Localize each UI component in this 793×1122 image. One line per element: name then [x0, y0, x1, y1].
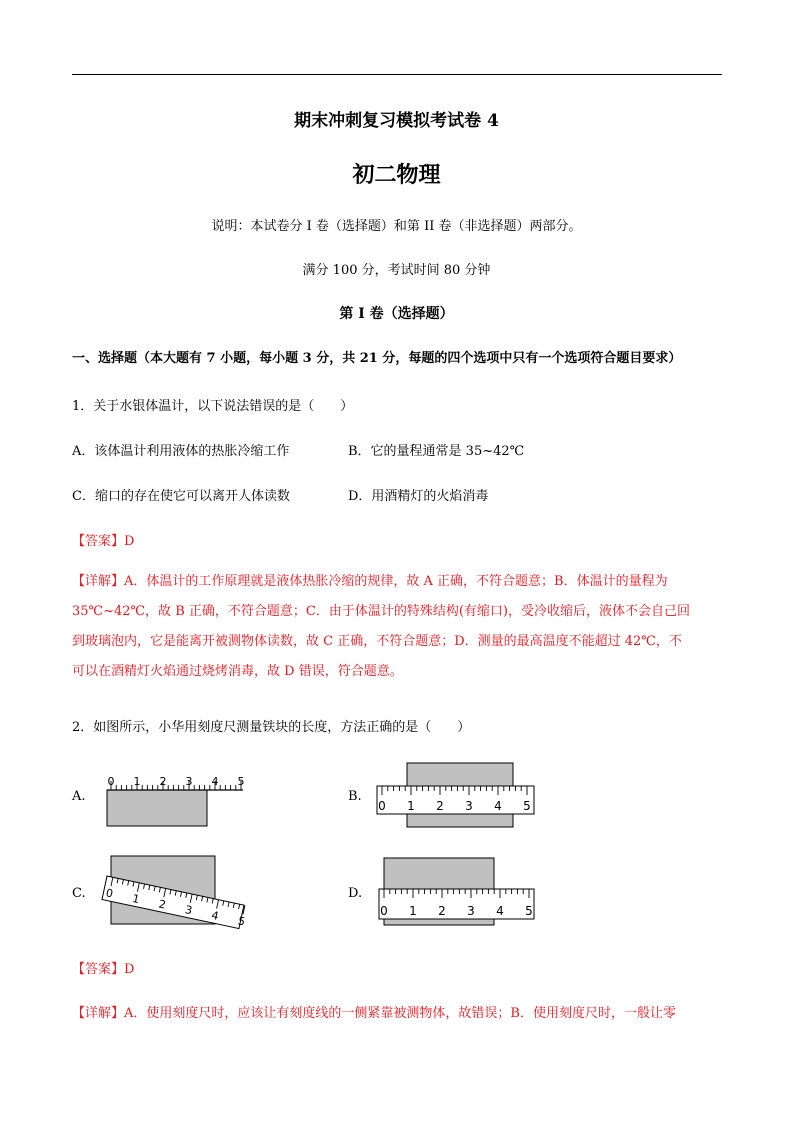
- ruler-number: 3: [467, 904, 475, 918]
- q1-option-b: B．它的量程通常是 35~42℃: [348, 444, 525, 459]
- section-instructions: 一、选择题（本大题有 7 小题，每小题 3 分，共 21 分，每题的四个选项中只有一个选项符合题目要求）: [72, 351, 682, 366]
- q2-label-d: D.: [348, 886, 363, 901]
- ruler-number: 1: [409, 904, 417, 918]
- ruler-number: 1: [407, 799, 415, 813]
- q2-label-a: A.: [72, 789, 86, 804]
- q1-option-c: C．缩口的存在使它可以离开人体读数: [72, 489, 290, 504]
- ruler-body: [377, 786, 534, 814]
- ruler-number: 5: [237, 775, 245, 788]
- q1-detail: [72, 567, 722, 687]
- iron-block: [107, 790, 207, 826]
- section-title: 第 I 卷（选择题）: [339, 306, 454, 322]
- subject-title: 初二物理: [352, 162, 441, 188]
- exam-title: 期末冲刺复习模拟考试卷 4: [294, 111, 499, 131]
- ruler-figure-b: [373, 760, 538, 830]
- q2-detail: 【详解】A．使用刻度尺时，应该让有刻度线的一侧紧靠被测物体，故错误；B．使用刻度尺时，一般让零: [72, 1006, 676, 1021]
- ruler-number: 4: [210, 908, 220, 923]
- ruler-figure-c: [95, 852, 255, 934]
- ruler-number: 2: [157, 897, 168, 912]
- ruler-number: 2: [438, 904, 446, 918]
- ruler-numbers: [108, 775, 245, 788]
- q2-label-b: B.: [348, 789, 362, 804]
- q1-detail-line: 【详解】A．体温计的工作原理就是液体热胀冷缩的规律，故 A 正确，不符合题意；B．体温计的量程为: [72, 574, 668, 589]
- q1-stem: 1．关于水银体温计，以下说法错误的是（ ）: [72, 399, 354, 414]
- ruler-number: 3: [185, 775, 193, 788]
- q1-detail-line: 35℃~42℃，故 B 正确，不符合题意；C．由于体温计的特殊结构(有缩口)，受冷收缩后，液体不会自己回: [72, 604, 690, 619]
- ruler-number: 0: [107, 775, 115, 788]
- ruler-number: 0: [104, 886, 115, 901]
- q2-answer: 【答案】D: [72, 962, 135, 977]
- ruler-number: 2: [436, 799, 444, 813]
- ruler-number: 5: [236, 914, 247, 929]
- ruler-body: [379, 889, 534, 919]
- ruler-number: 4: [496, 904, 504, 918]
- header-rule: [72, 74, 722, 75]
- q2-stem: 2．如图所示，小华用刻度尺测量铁块的长度，方法正确的是（ ）: [72, 720, 471, 735]
- q1-option-d: D．用酒精灯的火焰消毒: [348, 489, 489, 504]
- q1-option-a: A．该体温计利用液体的热胀冷缩工作: [72, 444, 290, 459]
- q1-detail-line: 到玻璃泡内，它是能离开被测物体读数，故 C 正确，不符合题意；D．测量的最高温度不能超过 42℃，不: [72, 634, 682, 649]
- ruler-number: 5: [525, 904, 533, 918]
- exam-note: 说明：本试卷分 I 卷（选择题）和第 II 卷（非选择题）两部分。: [211, 219, 582, 234]
- ruler-number: 0: [378, 799, 386, 813]
- ruler-number: 3: [183, 903, 194, 918]
- ruler-number: 0: [380, 904, 388, 918]
- ruler-number: 3: [465, 799, 473, 813]
- ruler-figure-d: [373, 855, 538, 930]
- ruler-number: 4: [211, 775, 219, 788]
- ruler-number: 2: [159, 775, 167, 788]
- ruler-number: 1: [131, 891, 141, 907]
- ruler-number: 4: [494, 799, 502, 813]
- score-time: 满分 100 分，考试时间 80 分钟: [302, 263, 491, 278]
- ruler-ticks: [111, 781, 241, 790]
- ruler-number: 1: [133, 775, 141, 788]
- q1-detail-line: 可以在酒精灯火焰通过烧烤消毒，故 D 错误，符合题意。: [72, 664, 403, 679]
- q2-label-c: C.: [72, 886, 86, 901]
- ruler-figure-a: [95, 756, 255, 830]
- ruler-number: 5: [523, 799, 531, 813]
- q1-answer: 【答案】D: [72, 534, 135, 549]
